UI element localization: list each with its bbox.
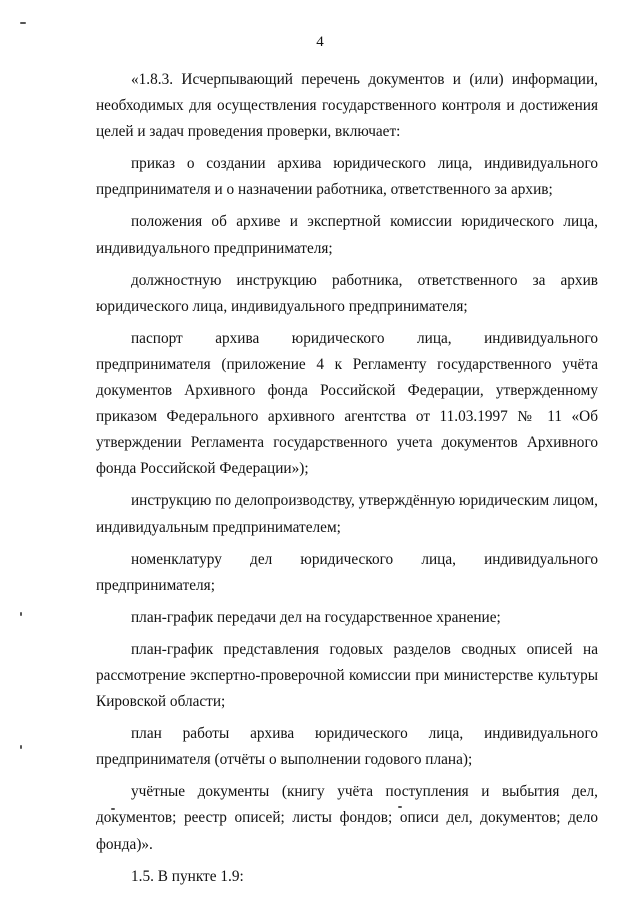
list-item-job-instruction: должностную инструкцию работника, ответственного за архив юридического лица, индивидуального предпринимателя;: [96, 271, 598, 315]
page-number: 4: [316, 34, 324, 50]
list-item-records-instruction: инструкцию по делопроизводству, утверждённую юридическим лицом, индивидуальным предпринимателем;: [96, 492, 598, 536]
paragraph-intro: «1.8.3. Исчерпывающий перечень документов и (или) информации, необходимых для осуществления государственного контроля и достижения целей и задач проведения проверки, включает:: [96, 71, 598, 141]
list-item-transfer-schedule: план-график передачи дел на государственное хранение;: [131, 608, 501, 626]
scan-artifact-mark: [20, 22, 26, 24]
list-item-order: приказ о создании архива юридического лица, индивидуального предпринимателя и о назначении работника, ответственного за архив;: [96, 155, 598, 199]
list-item-archive-passport: паспорт архива юридического лица, индивидуального предпринимателя (приложение 4 к Регламенту государственного учёта документов Архивного фонда Российской Федерации, утвержденному приказом Федерального архивного агентства от 11.03.1997 № 11 «Об утверждении Регламента государственного учета документов Архивного фонда Российской Федерации»);: [96, 329, 598, 478]
scan-artifact-mark: [20, 612, 22, 616]
document-body: [96, 67, 598, 890]
list-item-accounting-documents: учётные документы (книгу учёта поступления и выбытия дел, документов; реестр описей; листы фондов; описи дел, документов; дело фонда)».: [96, 783, 598, 853]
list-item-work-plan: план работы архива юридического лица, индивидуального предпринимателя (отчёты о выполнении годового плана);: [96, 725, 598, 769]
scan-artifact-mark: [20, 745, 22, 749]
list-item-nomenclature: номенклатуру дел юридического лица, индивидуального предпринимателя;: [96, 550, 598, 594]
list-item-regulations: положения об архиве и экспертной комиссии юридического лица, индивидуального предпринимателя;: [96, 213, 598, 257]
paragraph-section-1-5: 1.5. В пункте 1.9:: [131, 867, 244, 885]
list-item-inventory-schedule: план-график представления годовых разделов сводных описей на рассмотрение экспертно-проверочной комиссии при министерстве культуры Кировской области;: [96, 640, 598, 711]
